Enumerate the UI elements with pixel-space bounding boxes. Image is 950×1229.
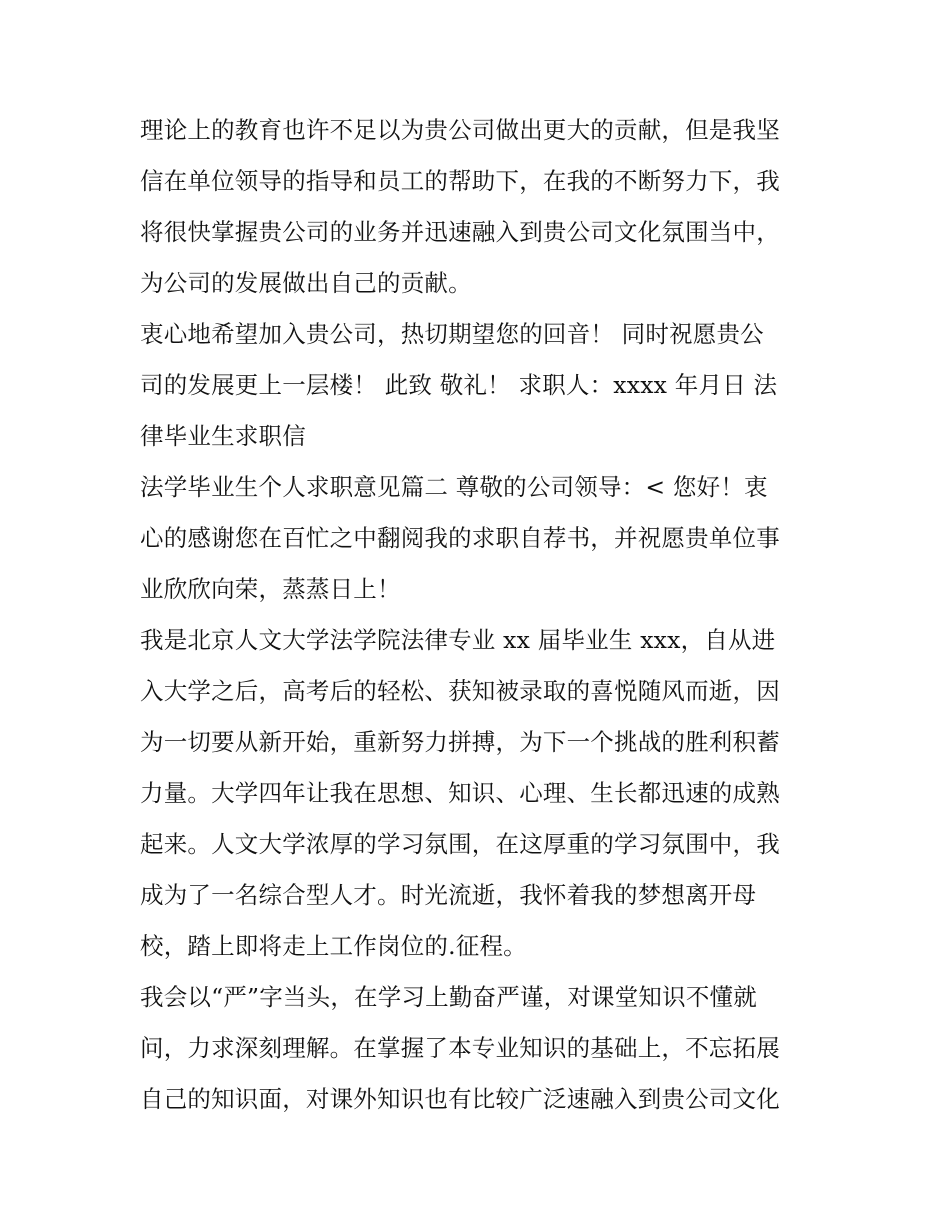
text-line: 信在单位领导的指导和员工的帮助下，在我的不断努力下，我	[140, 167, 780, 195]
text-line: 我是北京人文大学法学院法律专业 xx 届毕业生 xxx，自从进	[140, 626, 776, 654]
text-line: 为公司的发展做出自己的贡献。	[140, 269, 472, 297]
text-line: 力量。大学四年让我在思想、知识、心理、生长都迅速的成熟	[140, 779, 780, 807]
text-line: 心的感谢您在百忙之中翻阅我的求职自荐书，并祝愿贵单位事	[140, 524, 780, 552]
text-line: 司的发展更上一层楼！ 此致 敬礼！ 求职人：xxxx 年月日 法	[140, 371, 778, 399]
text-line: 衷心地希望加入贵公司，热切期望您的回音！ 同时祝愿贵公	[140, 320, 764, 348]
text-line: 自己的知识面，对课外知识也有比较广泛速融入到贵公司文化	[140, 1085, 780, 1113]
text-line: 将很快掌握贵公司的业务并迅速融入到贵公司文化氛围当中，	[140, 218, 780, 246]
text-line: 问，力求深刻理解。在掌握了本专业知识的基础上，不忘拓展	[140, 1034, 780, 1062]
text-line: 入大学之后，高考后的轻松、获知被录取的喜悦随风而逝，因	[140, 677, 780, 705]
text-line: 理论上的教育也许不足以为贵公司做出更大的贡献，但是我坚	[140, 116, 780, 144]
text-line: 成为了一名综合型人才。时光流逝，我怀着我的梦想离开母	[140, 881, 757, 909]
text-line: 法学毕业生个人求职意见篇二 尊敬的公司领导：< 您好！衷	[140, 473, 768, 501]
text-line: 我会以“严”字当头，在学习上勤奋严谨，对课堂知识不懂就	[140, 983, 757, 1011]
text-line: 律毕业生求职信	[140, 422, 306, 450]
text-line: 校，踏上即将走上工作岗位的.征程。	[140, 932, 527, 960]
text-line: 为一切要从新开始，重新努力拼搏，为下一个挑战的胜利积蓄	[140, 728, 780, 756]
text-line: 起来。人文大学浓厚的学习氛围，在这厚重的学习氛围中，我	[140, 830, 780, 858]
text-line: 业欣欣向荣，蒸蒸日上！	[140, 575, 401, 603]
